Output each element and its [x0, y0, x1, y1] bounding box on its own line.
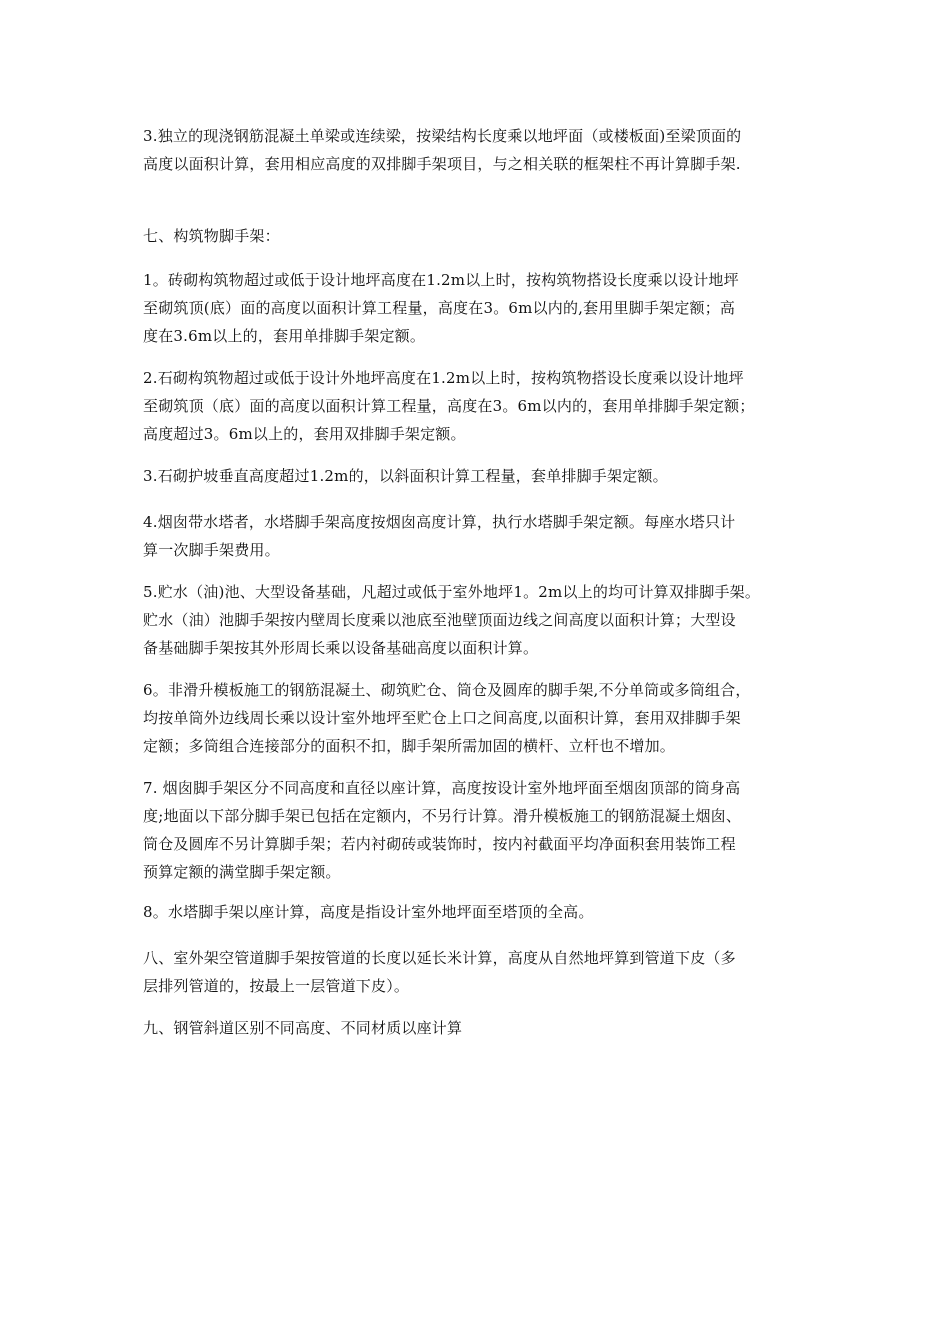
text-line: 4.烟囱带水塔者，水塔脚手架高度按烟囱高度计算，执行水塔脚手架定额。每座水塔只计	[143, 513, 736, 531]
text-line: 3.独立的现浇钢筋混凝土单梁或连续梁，按梁结构长度乘以地坪面（或楼板面)至梁顶面的	[143, 127, 742, 145]
list-item-1	[143, 266, 813, 350]
list-item-6	[143, 676, 813, 760]
list-item-8	[143, 898, 813, 926]
text-line: 度;地面以下部分脚手架已包括在定额内，不另行计算。滑升模板施工的钢筋混凝土烟囱、	[143, 807, 742, 825]
text-line: 高度超过3。6m以上的，套用双排脚手架定额。	[143, 425, 466, 443]
heading-text: 七、构筑物脚手架：	[143, 227, 280, 245]
text-line: 高度以面积计算，套用相应高度的双排脚手架项目，与之相关联的框架柱不再计算脚手架.	[143, 155, 741, 173]
text-line: 6。非滑升模板施工的钢筋混凝土、砌筑贮仓、筒仓及圆库的脚手架,不分单筒或多筒组合，	[143, 681, 751, 699]
text-line: 至砌筑顶（底）面的高度以面积计算工程量，高度在3。6m以内的，套用单排脚手架定额；	[143, 397, 755, 415]
text-line: 2.石砌构筑物超过或低于设计外地坪高度在1.2m以上时，按构筑物搭设长度乘以设计地坪	[143, 369, 744, 387]
section-heading-7	[143, 222, 813, 250]
text-line: 度在3.6m以上的，套用单排脚手架定额。	[143, 327, 426, 345]
text-line: 备基础脚手架按其外形周长乘以设备基础高度以面积计算。	[143, 639, 539, 657]
section-heading-8	[143, 944, 813, 1000]
list-item-5	[143, 578, 813, 662]
section-heading-9	[143, 1014, 813, 1042]
text-line: 7. 烟囱脚手架区分不同高度和直径以座计算，高度按设计室外地坪面至烟囱顶部的筒身高	[143, 779, 741, 797]
list-item-7	[143, 774, 813, 886]
text-line: 3.石砌护坡垂直高度超过1.2m的，以斜面积计算工程量，套单排脚手架定额。	[143, 467, 668, 485]
text-line: 算一次脚手架费用。	[143, 541, 280, 559]
text-line: 八、室外架空管道脚手架按管道的长度以延长米计算，高度从自然地坪算到管道下皮（多	[143, 949, 736, 967]
text-line: 均按单筒外边线周长乘以设计室外地坪至贮仓上口之间高度,以面积计算，套用双排脚手架	[143, 709, 741, 727]
text-line: 至砌筑顶(底）面的高度以面积计算工程量，高度在3。6m以内的,套用里脚手架定额；高	[143, 299, 736, 317]
list-item-2	[143, 364, 813, 448]
text-line: 8。水塔脚手架以座计算，高度是指设计室外地坪面至塔顶的全高。	[143, 903, 594, 921]
text-line: 定额；多筒组合连接部分的面积不扣，脚手架所需加固的横杆、立杆也不增加。	[143, 737, 676, 755]
list-item-3	[143, 462, 813, 490]
paragraph-beam-scaffold	[143, 122, 813, 178]
text-line: 贮水（油）池脚手架按内壁周长度乘以池底至池壁顶面边线之间高度以面积计算；大型设	[143, 611, 736, 629]
text-line: 层排列管道的，按最上一层管道下皮）。	[143, 977, 410, 995]
text-line: 预算定额的满堂脚手架定额。	[143, 863, 341, 881]
list-item-4	[143, 508, 813, 564]
text-line: 筒仓及圆库不另计算脚手架；若内衬砌砖或装饰时，按内衬截面平均净面积套用装饰工程	[143, 835, 736, 853]
text-line: 5.贮水（油)池、大型设备基础，凡超过或低于室外地坪1。2m以上的均可计算双排脚手架。	[143, 583, 761, 601]
text-line: 1。砖砌构筑物超过或低于设计地坪高度在1.2m以上时，按构筑物搭设长度乘以设计地坪	[143, 271, 739, 289]
heading-text: 九、钢管斜道区别不同高度、不同材质以座计算	[143, 1019, 463, 1037]
